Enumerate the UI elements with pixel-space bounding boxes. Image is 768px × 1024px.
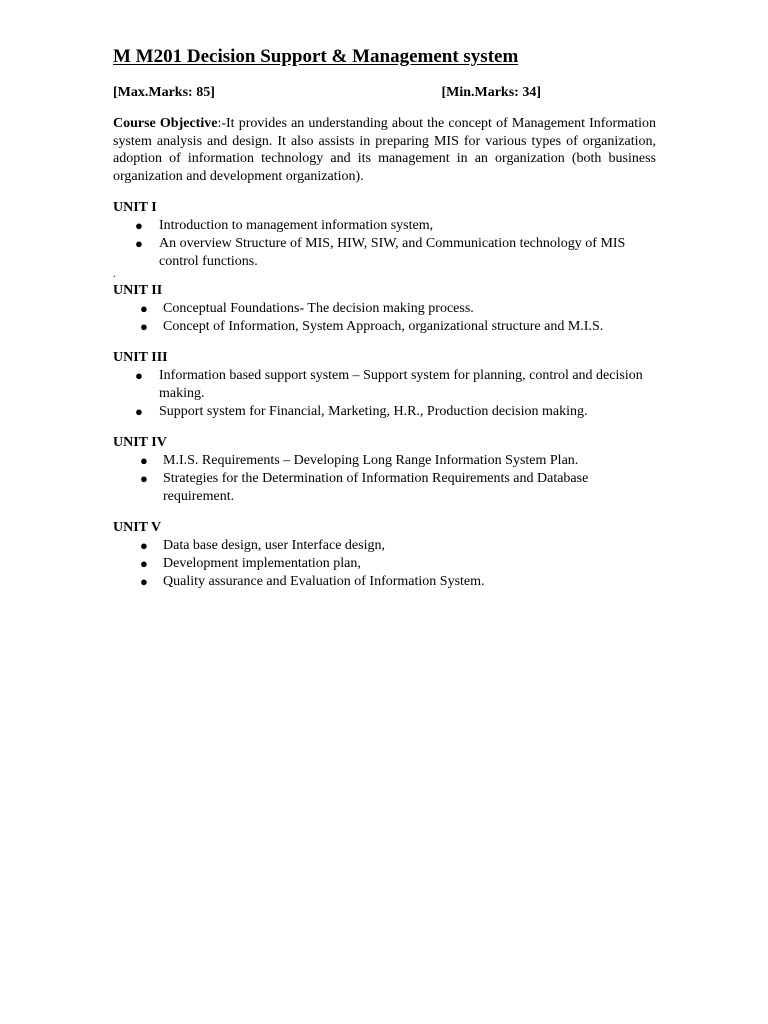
unit-heading: UNIT V [113,519,162,535]
marks-row [113,84,541,102]
bullet-icon: ● [140,573,148,589]
bullet-icon: ● [140,452,148,468]
bullet-icon: ● [135,403,143,419]
unit-4 [113,434,656,506]
unit-1 [113,199,656,279]
bullet-icon: ● [135,367,143,383]
list-item-text: Concept of Information, System Approach, organizational structure and M.I.S. [163,318,604,334]
bullet-icon: ● [140,318,148,334]
syllabus-page [113,44,656,591]
list-item [113,235,656,271]
list-item-text: Data base design, user Interface design, [163,537,385,553]
list-item-text: Introduction to management information system, [159,217,434,233]
unit-heading: UNIT II [113,282,163,298]
list-item [113,217,656,235]
list-item-text: Information based support system – Support system for planning, control and decision making. [159,367,643,401]
list-item [113,367,656,403]
unit-heading: UNIT III [113,349,168,365]
list-item [113,318,656,336]
bullet-icon: ● [135,217,143,233]
bullet-icon: ● [140,537,148,553]
list-item-text: Development implementation plan, [163,555,361,571]
course-objective-label: Course Objective [113,116,218,131]
unit-heading: UNIT IV [113,434,167,450]
list-item-text: Conceptual Foundations- The decision making process. [163,300,474,316]
min-marks: [Min.Marks: 34] [441,85,541,100]
list-item [113,555,656,573]
list-item-text: Strategies for the Determination of Information Requirements and Database requirement. [163,470,589,504]
list-item-text: Quality assurance and Evaluation of Information System. [163,573,485,589]
unit-item-list [113,367,656,421]
unit-item-list [113,217,656,271]
unit-2 [113,282,656,336]
list-item [113,470,656,506]
course-objective [113,115,656,186]
unit-5 [113,519,656,591]
course-objective-text: :-It provides an understanding about the concept of Management Information system analysis and design. It also assists in preparing MIS for various types of organization, adoption of information technology and its management in an organization (both business organization and development organization). [113,116,656,185]
unit-item-list [113,452,656,506]
bullet-icon: ● [140,470,148,486]
unit-3 [113,349,656,421]
stray-dot: . [113,268,116,280]
list-item-text: An overview Structure of MIS, HIW, SIW, and Communication technology of MIS control functions. [159,235,626,269]
document-title: M M201 Decision Support & Management system [113,46,519,67]
list-item [113,403,656,421]
bullet-icon: ● [140,555,148,571]
unit-item-list [113,537,656,591]
max-marks: [Max.Marks: 85] [113,85,215,100]
bullet-icon: ● [140,300,148,316]
list-item [113,537,656,555]
list-item-text: Support system for Financial, Marketing, H.R., Production decision making. [159,403,588,419]
list-item [113,300,656,318]
unit-heading: UNIT I [113,199,157,215]
list-item-text: M.I.S. Requirements – Developing Long Range Information System Plan. [163,452,579,468]
unit-item-list [113,300,656,336]
list-item [113,573,656,591]
bullet-icon: ● [135,235,143,251]
list-item [113,452,656,470]
